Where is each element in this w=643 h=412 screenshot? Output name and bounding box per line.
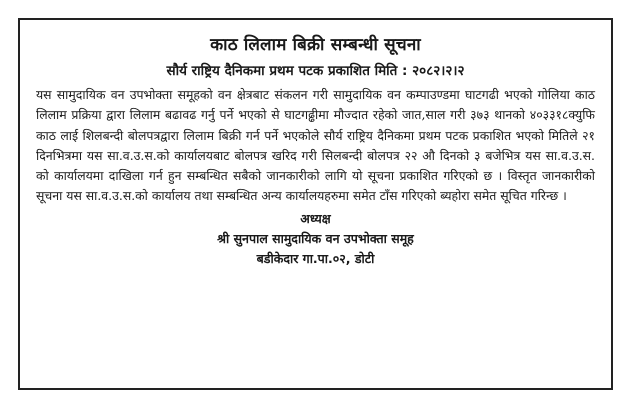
notice-box xyxy=(18,18,613,390)
signature-block xyxy=(36,209,595,269)
notice-title: काठ लिलाम बिक्री सम्बन्धी सूचना xyxy=(210,35,421,55)
organization-address: बडीकेदार गा.पा.०२, डोटी xyxy=(256,250,375,266)
publication-date-line: सौर्य राष्ट्रिय दैनिकमा प्रथम पटक प्रकाशित मिति : २०८२।२।२ xyxy=(166,63,465,79)
notice-body: यस सामुदायिक वन उपभोक्ता समूहको वन क्षेत्रबाट संकलन गरी सामुदायिक वन कम्पाउण्डमा घाटगढी भएको गोलिया काठ लिलाम प्रक्रिया द्वारा लिलाम बढावढ गर्नु पर्ने भएको से घाटगढ्ढीमा मौज्दात रहेको जात,साल गरी ३७३ थानको ४०३३१८क्युफि काठ लाई शिलबन्दी बोलपत्रद्वारा लिलाम बिक्री गर्न पर्ने भएकोले सौर्य राष्ट्रिय दैनिकमा प्रथम पटक प्रकाशित भएको मितिले २१ दिनभित्रमा यस सा.व.उ.स.को कार्यालयबाट बोलपत्र खरिद गरी सिलबन्दी बोलपत्र २२ औ दिनको ३ बजेभित्र यस सा.व.उ.स. को कार्यालयमा दाखिला गर्न हुन सम्बन्धित सबैको जानकारीको लागि यो सूचना प्रकाशित गरिएको छ । विस्तृत जानकारीको सूचना यस सा.व.उ.स.को कार्यालय तथा सम्बन्धित अन्य कार्यालयहरुमा समेत टाँस गरिएको ब्यहोरा समेत सूचित गरिन्छ । xyxy=(36,87,595,204)
organization-name: श्री सुनपाल सामुदायिक वन उपभोक्ता समूह xyxy=(217,230,414,246)
signatory-role: अध्यक्ष xyxy=(300,210,331,226)
